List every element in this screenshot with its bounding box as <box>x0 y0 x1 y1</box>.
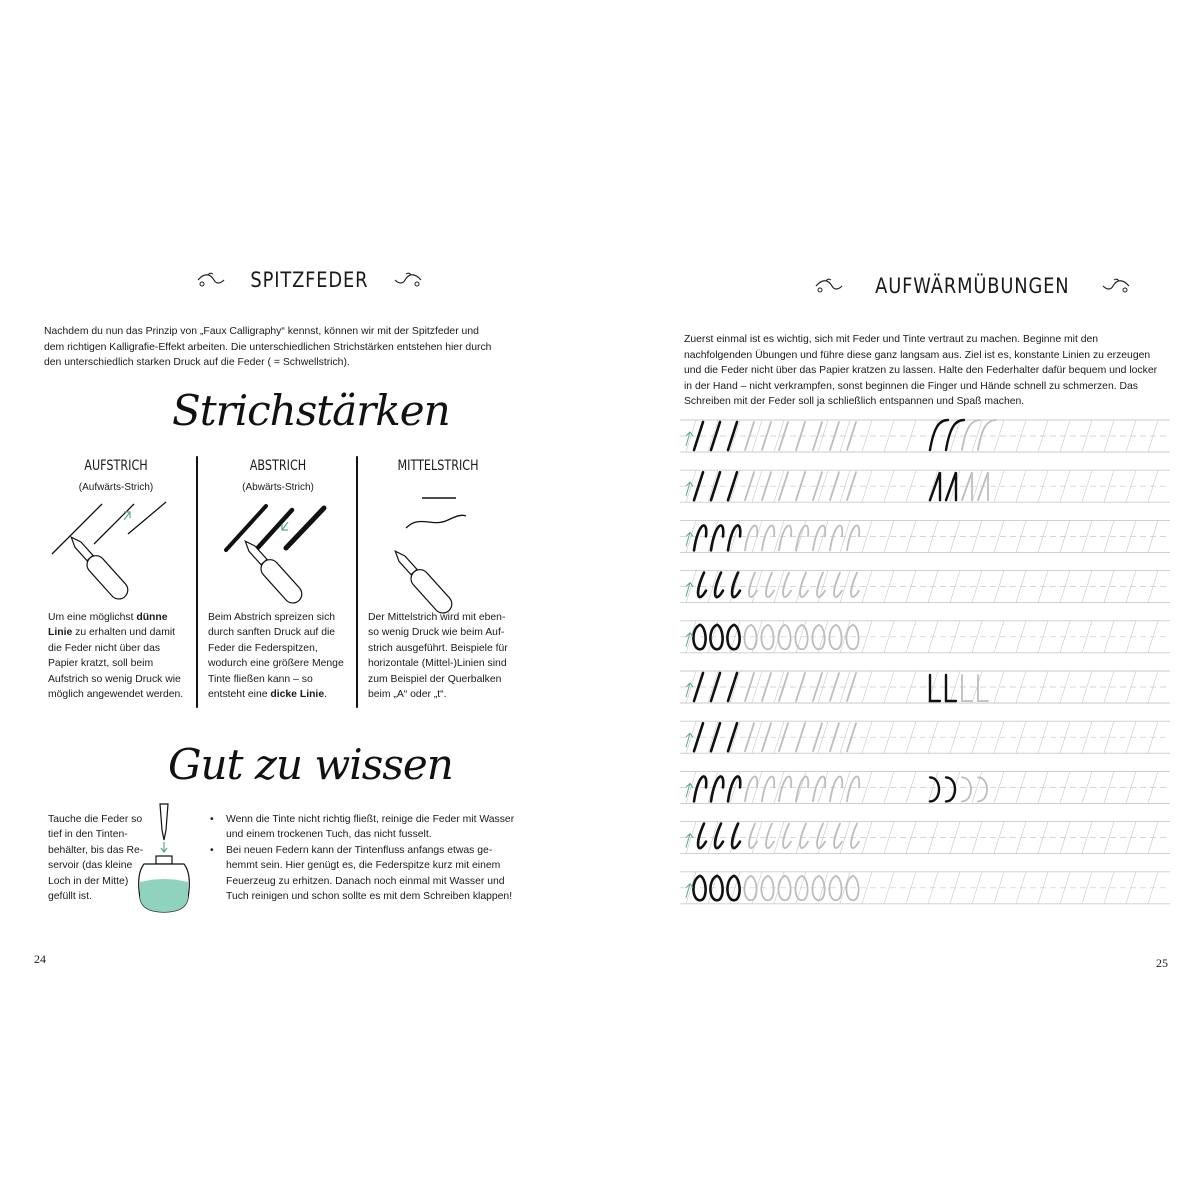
ink-stroke <box>728 525 740 550</box>
tracing-stroke <box>962 777 971 801</box>
slant-line <box>1148 671 1158 703</box>
column-text-abstrich <box>208 610 350 702</box>
direction-arrow-icon <box>686 783 693 797</box>
column-heading: MITTELSTRICH <box>397 458 479 474</box>
tracing-stroke <box>847 776 859 801</box>
right-title-row <box>814 274 1131 298</box>
slant-line <box>1148 822 1158 854</box>
intro-line: Nachdem du nun das Prinzip von „Faux Calligraphy“ kennst, können wir mit der Spitzfeder und <box>44 326 479 337</box>
text-segment: zu erhalten und damit die Feder nicht über das Papier kratzt, soll beim Aufstrich so wenig Druck wie möglich angewendet werden. <box>48 627 184 701</box>
flourish-left-icon <box>814 277 844 295</box>
tracing-stroke <box>779 776 791 801</box>
ink-stroke <box>711 776 723 801</box>
tracing-stroke <box>749 824 757 848</box>
list-item: • Bei neuen Federn kann der Tintenfluss anfangs etwas gehemmt sein. Hier genügt es, die Federspitze kurz mit einem Feuerzeug zu erhitzen. Danach noch einmal mit Wasser und Tuch reinigen und schon sollte es mit dem Schreiben klappen! <box>208 843 518 905</box>
ink-stroke <box>698 824 706 848</box>
slant-line <box>1148 721 1158 753</box>
slant-line <box>928 621 938 653</box>
tracing-stroke <box>762 525 774 550</box>
ink-stroke <box>711 525 723 550</box>
slant-line <box>1148 520 1158 552</box>
ink-stroke <box>930 675 940 701</box>
intro-line: dem richtigen Kalligrafie-Effekt arbeiten. Die unterschiedlichen Strichstärken entstehen hier durch <box>44 341 492 353</box>
bold-phrase: dünne Linie <box>48 612 168 639</box>
ink-stroke <box>728 776 740 801</box>
flourish-left-icon <box>196 271 226 289</box>
column-divider <box>196 456 198 708</box>
text-segment: Beim Abstrich spreizen sich durch sanften Druck auf die Feder die Federspitzen, wodurch eine größere Menge Tinte fließen kann – so entsteht eine <box>208 612 344 701</box>
ink-stroke <box>732 824 740 848</box>
slant-line <box>818 420 828 452</box>
slant-line <box>1148 872 1158 904</box>
slant-line <box>818 721 828 753</box>
slant-line <box>1038 671 1048 703</box>
slant-line <box>818 671 828 703</box>
direction-arrow-icon <box>686 583 693 597</box>
column-text-aufstrich <box>48 610 190 702</box>
tracing-stroke <box>813 525 825 550</box>
script-heading-strichstaerken: Strichstärken <box>172 386 450 435</box>
slant-line <box>1148 771 1158 803</box>
ink-stroke <box>732 573 740 597</box>
ink-bottle-illustration <box>130 800 200 920</box>
slant-line <box>1038 822 1048 854</box>
slant-line <box>928 721 938 753</box>
upstroke-nib-illustration <box>40 498 190 608</box>
flourish-right-icon <box>393 271 423 289</box>
script-heading-gut-zu-wissen: Gut zu wissen <box>168 740 453 789</box>
tracing-stroke <box>783 824 791 848</box>
slant-line <box>1038 621 1048 653</box>
slant-line <box>928 872 938 904</box>
direction-arrow-icon <box>686 633 693 647</box>
tracing-stroke <box>800 573 808 597</box>
ink-stroke <box>930 420 948 450</box>
slant-line <box>928 571 938 603</box>
slant-line <box>1038 520 1048 552</box>
tracing-stroke <box>766 573 774 597</box>
slant-line <box>1038 470 1048 502</box>
slant-line <box>1038 721 1048 753</box>
right-page <box>600 0 1200 1200</box>
downstroke-nib-illustration <box>208 498 358 608</box>
left-title-row <box>196 268 423 292</box>
ink-stroke <box>698 573 706 597</box>
column-heading: ABSTRICH <box>249 458 307 474</box>
tracing-stroke <box>834 573 842 597</box>
slant-line <box>1038 872 1048 904</box>
tracing-stroke <box>779 525 791 550</box>
column-heading: AUFSTRICH <box>84 458 148 474</box>
tracing-stroke <box>978 472 988 500</box>
tracing-stroke <box>847 525 859 550</box>
direction-arrow-icon <box>686 482 693 496</box>
slant-line <box>1038 571 1048 603</box>
tip-text: Tauche die Feder so tief in den Tintenbehälter, bis das Reservoir (das kleine Loch in der Mitte) gefüllt ist. <box>48 814 144 903</box>
column-text-mittelstrich: Der Mittelstrich wird mit ebenso wenig Druck wie beim Aufstrich ausgeführt. Beispiele für horizontale (Mittel-)Linien sind zum Beispiel der Querbalken beim „A“ oder „t“. <box>368 612 508 701</box>
slant-line <box>1148 470 1158 502</box>
tracing-stroke <box>749 573 757 597</box>
flourish-right-icon <box>1101 277 1131 295</box>
tracing-stroke <box>762 776 774 801</box>
text-segment: Um eine möglichst <box>48 612 137 623</box>
tracing-stroke <box>978 777 987 801</box>
practice-grid <box>680 416 1170 918</box>
intro-paragraph: Zuerst einmal ist es wichtig, sich mit Feder und Tinte vertraut zu machen. Beginne mit den nachfolgenden Übungen und führe diese ganz langsam aus. Ziel ist es, konstante Linien zu erzeugen und die Feder nicht über das Papier kratzen zu lassen. Halte den Federhalter dafür bequem und locker in der Hand – nicht verkrampfen, sonst beginnen die Finger und Hände schnell zu schmerzen. Das Schreiben mit der Feder soll ja schließlich entspannen und Spaß machen. <box>684 334 1158 407</box>
page-title: SPITZFEDER <box>250 268 369 292</box>
list-item: • Wenn die Tinte nicht richtig fließt, reinige die Feder mit Wasser und einem trockenen Tuch, das nicht fusselt. <box>208 812 518 843</box>
tracing-stroke <box>783 573 791 597</box>
slant-line <box>1038 771 1048 803</box>
tracing-stroke <box>830 525 842 550</box>
page-number: 24 <box>34 952 46 966</box>
bold-phrase: dicke Linie <box>270 689 325 701</box>
slant-line <box>818 470 828 502</box>
slant-line <box>928 822 938 854</box>
direction-arrow-icon <box>686 432 693 446</box>
direction-arrow-icon <box>686 834 693 848</box>
tracing-stroke <box>834 824 842 848</box>
column-divider <box>356 456 358 708</box>
slant-line <box>928 520 938 552</box>
tracing-stroke <box>813 776 825 801</box>
tracing-stroke <box>766 824 774 848</box>
intro-paragraph <box>44 324 504 371</box>
direction-arrow-icon <box>686 532 693 546</box>
ink-stroke <box>930 777 939 801</box>
direction-arrow-icon <box>686 884 693 898</box>
tracing-stroke <box>800 824 808 848</box>
tracing-stroke <box>851 573 859 597</box>
ink-stroke <box>946 777 955 801</box>
tips-list <box>208 812 518 904</box>
tracing-stroke <box>830 776 842 801</box>
tracing-stroke <box>745 776 757 801</box>
slant-line <box>1148 621 1158 653</box>
column-subheading: (Abwärts-Strich) <box>242 482 314 493</box>
intro-line: den unterschiedlich starken Druck auf die Feder ( = Schwellstrich). <box>44 357 350 368</box>
direction-arrow-icon <box>686 683 693 697</box>
slant-line <box>1038 420 1048 452</box>
ink-stroke <box>694 525 706 550</box>
page-number: 25 <box>1156 956 1168 970</box>
page-title: AUFWÄRMÜBUNGEN <box>875 274 1070 298</box>
text-segment: . <box>324 689 327 701</box>
ink-stroke <box>694 776 706 801</box>
slant-line <box>1148 420 1158 452</box>
slant-line <box>1148 571 1158 603</box>
tracing-stroke <box>962 675 972 701</box>
slant-line <box>928 470 938 502</box>
tracing-stroke <box>851 824 859 848</box>
midstroke-nib-illustration <box>370 488 520 608</box>
direction-arrow-icon <box>686 733 693 747</box>
column-subheading: (Aufwärts-Strich) <box>78 482 154 493</box>
tracing-stroke <box>745 525 757 550</box>
